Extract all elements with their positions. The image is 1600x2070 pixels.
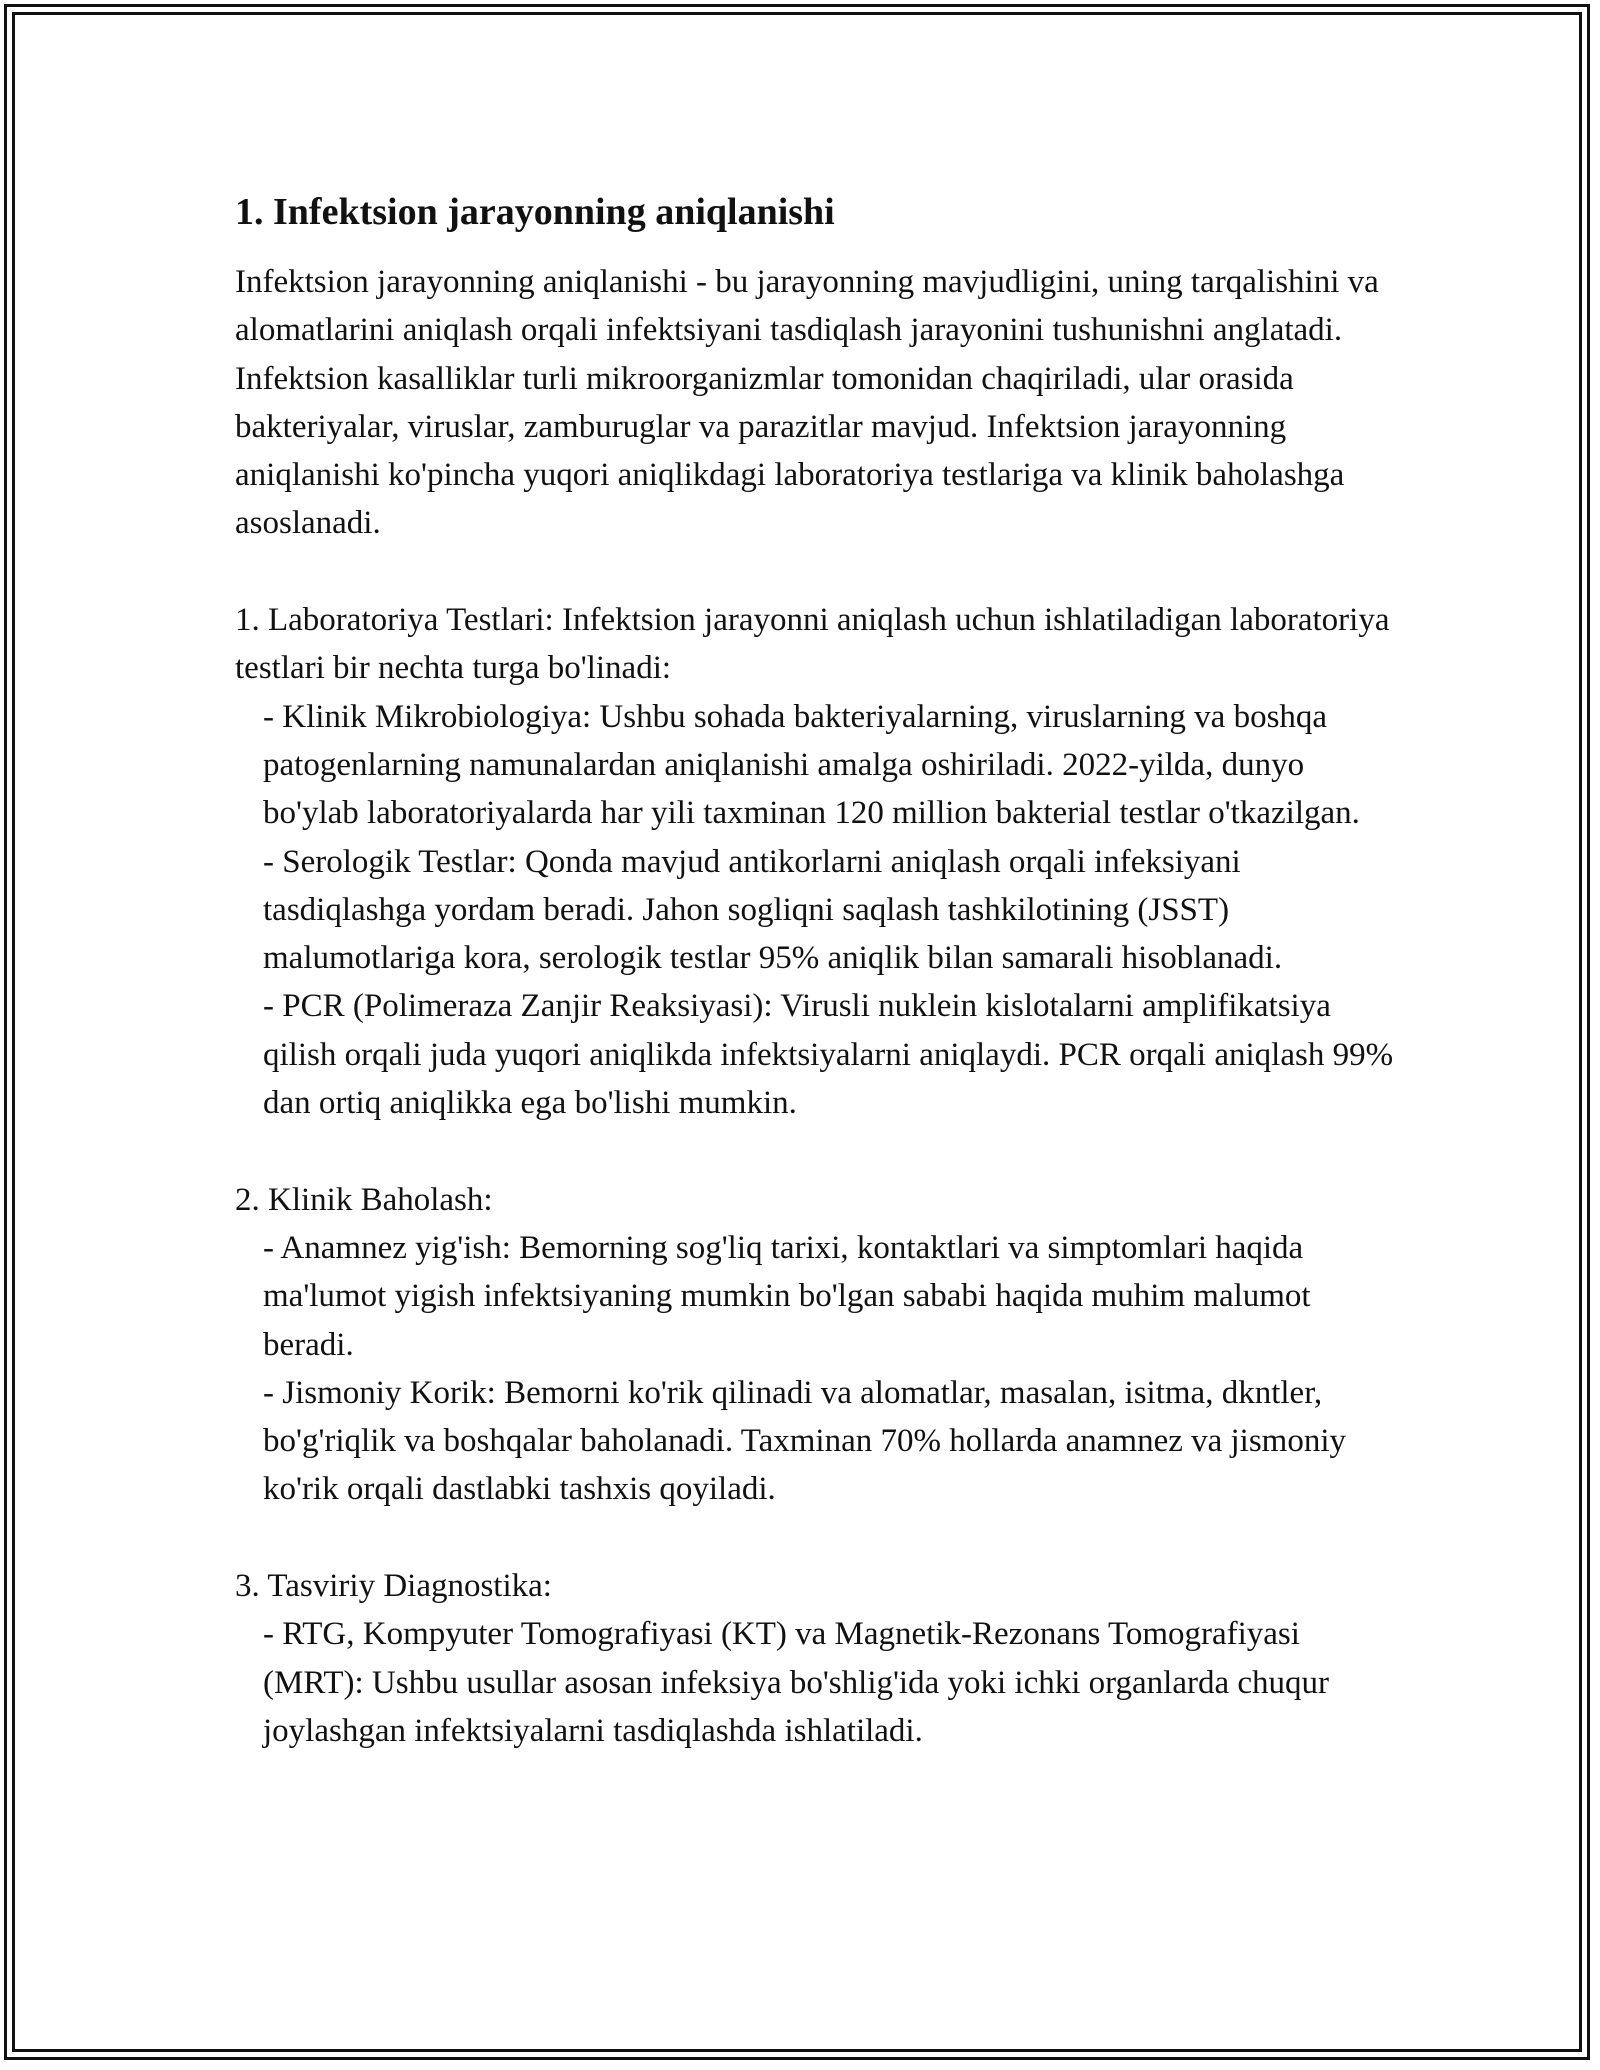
intro-paragraph: Infektsion jarayonning aniqlanishi - bu jarayonning mavjudligini, uning tarqalishini va alomatlarini aniqlash orqali infektsiyani tasdiqlash jarayonini tushunishni anglatadi. Infektsion kasalliklar turli mikroorganizmlar tomonidan chaqiriladi, ular orasida bakteriyalar, viruslar, zamburuglar va parazitlar mavjud. Infektsion jarayonning aniqlanishi ko'pincha yuqori aniqlikdagi laboratoriya testlariga va klinik baholashga asoslanadi. bbox=[235, 264, 1388, 542]
list-item: - Anamnez yig'ish: Bemorning sog'liq tarixi, kontaktlari va simptomlari haqida ma'lumot yigish infektsiyaning mumkin bo'lgan sababi haqida muhim malumot beradi. bbox=[263, 1229, 1319, 1363]
section-clinical-assessment bbox=[235, 1176, 1405, 1514]
document-body bbox=[235, 186, 1405, 1755]
section-laboratory-tests bbox=[235, 596, 1405, 1127]
document-title: 1. Infektsion jarayonning aniqlanishi bbox=[235, 191, 835, 233]
list-item: - Klinik Mikrobiologiya: Ushbu sohada bakteriyalarning, viruslarning va boshqa patogenlarning namunalardan aniqlanishi amalga oshiriladi. 2022-yilda, dunyo bo'ylab laboratoriyalarda har yili taxminan 120 million bakterial testlar o'tkazilgan. bbox=[263, 698, 1360, 832]
section-heading: 2. Klinik Baholash: bbox=[235, 1181, 493, 1218]
list-item: - PCR (Polimeraza Zanjir Reaksiyasi): Virusli nuklein kislotalarni amplifikatsiya qilish orqali juda yuqori aniqlikda infektsiyalarni aniqlaydi. PCR orqali aniqlash 99% dan ortiq aniqlikka ega bo'lishi mumkin. bbox=[263, 988, 1402, 1122]
list-item: - Serologik Testlar: Qonda mavjud antikorlarni aniqlash orqali infeksiyani tasdiqlashga yordam beradi. Jahon sogliqni saqlash tashkilotining (JSST) malumotlariga kora, serologik testlar 95% aniqlik bilan samarali hisoblanadi. bbox=[263, 843, 1283, 977]
section-imaging-diagnostics bbox=[235, 1562, 1405, 1755]
paragraph-spacer bbox=[235, 548, 1405, 596]
paragraph-spacer bbox=[235, 1514, 1405, 1562]
list-item: - Jismoniy Korik: Bemorni ko'rik qilinadi va alomatlar, masalan, isitma, dkntler, bo'g'riqlik va boshqalar baholanadi. Taxminan 70% hollarda anamnez va jismoniy ko'rik orqali dastlabki tashxis qoyiladi. bbox=[263, 1374, 1355, 1508]
paragraph-spacer bbox=[235, 1127, 1405, 1175]
section-heading: 1. Laboratoriya Testlari: Infektsion jarayonni aniqlash uchun ishlatiladigan laboratoriya testlari bir nechta turga bo'linadi: bbox=[235, 602, 1398, 687]
list-item: - RTG, Kompyuter Tomografiyasi (KT) va Magnetik-Rezonans Tomografiyasi (MRT): Ushbu usullar asosan infeksiya bo'shlig'ida yoki ichki organlarda chuqur joylashgan infektsiyalarni tasdiqlashda ishlatiladi. bbox=[263, 1616, 1338, 1749]
section-heading: 3. Tasviriy Diagnostika: bbox=[235, 1568, 552, 1605]
